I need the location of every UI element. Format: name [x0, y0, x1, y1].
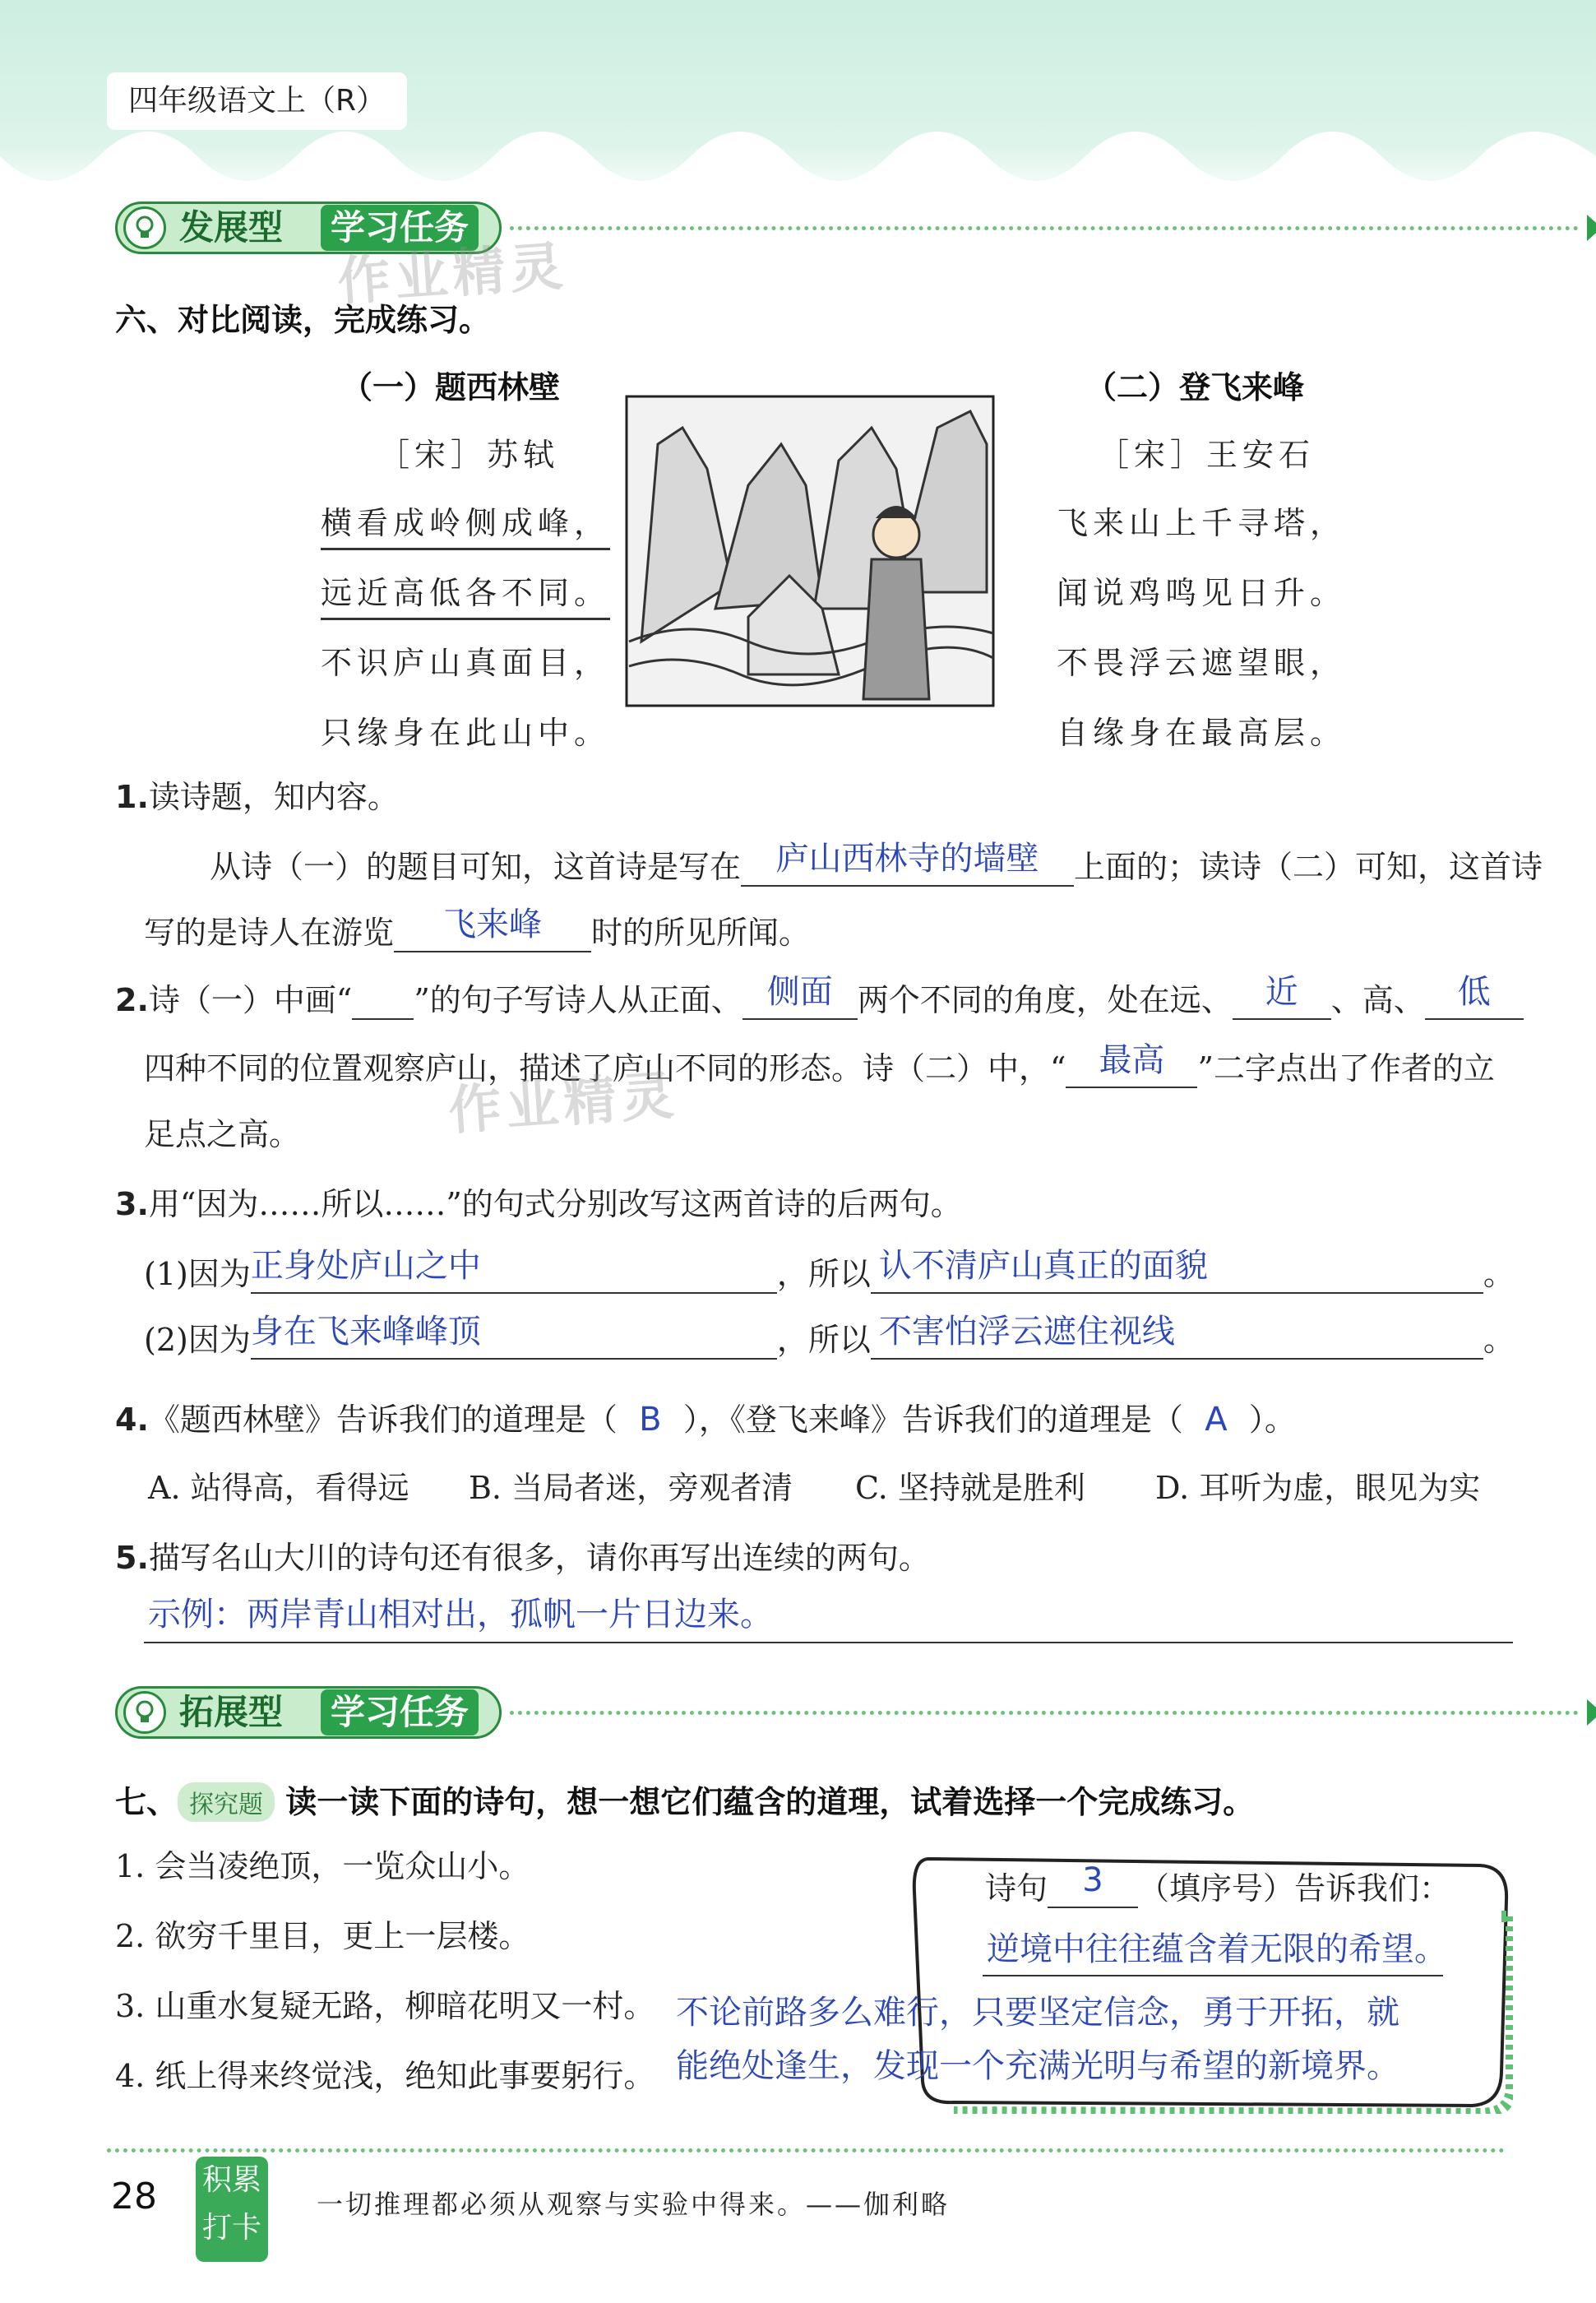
- answer-text: 认不清庐山真正的面貌: [878, 1247, 1208, 1285]
- section-title-task: 学习任务: [321, 1689, 479, 1735]
- text-segment: 、高、: [1330, 982, 1425, 1018]
- answer-text: 近: [1265, 973, 1298, 1011]
- answer-blank[interactable]: [1425, 973, 1524, 1020]
- answer-text: 不害怕浮云遮住视线: [878, 1313, 1175, 1351]
- answer-blank[interactable]: [352, 982, 414, 1020]
- header-wave-decoration: [0, 123, 1596, 214]
- book-title: 四年级语文上（R）: [107, 72, 407, 130]
- text-segment: （填序号）告诉我们：: [1138, 1870, 1451, 1907]
- question-number: 2.: [115, 982, 149, 1018]
- q6-4: [115, 1400, 1296, 1439]
- answer-blank[interactable]: [871, 1313, 1483, 1360]
- text-segment: 从诗（一）的题目可知，这首诗是写在: [210, 849, 742, 885]
- text-segment: 《题西林壁》告诉我们的道理是（: [148, 1402, 618, 1438]
- question-number: 1.: [115, 779, 149, 815]
- section-title-type: 发展型: [179, 207, 284, 248]
- text-segment: ”二字点出了作者的立: [1197, 1050, 1495, 1087]
- question-text: 读诗题，知内容。: [148, 779, 399, 815]
- section-header-extension: [115, 1686, 1513, 1739]
- card-answer-line[interactable]: [983, 1929, 1447, 1976]
- q6-3-row-1: [144, 1247, 1515, 1294]
- q6-1-line-1: [210, 840, 1543, 887]
- card-line-1: [985, 1861, 1451, 1908]
- answer-text: 侧面: [766, 973, 833, 1011]
- question-number: 4.: [115, 1402, 149, 1438]
- answer-text: 飞来峰: [443, 906, 543, 943]
- text-segment: 。: [1483, 1322, 1515, 1358]
- text-segment: ），《登飞来峰》告诉我们的道理是（: [682, 1402, 1183, 1438]
- answer-text: 示例：两岸青山相对出，孤帆一片日边来。: [148, 1596, 773, 1633]
- question-7-title: [115, 1777, 1254, 1822]
- footer-quote: 一切推理都必须从观察与实验中得来。——伽利略: [317, 2189, 951, 2220]
- answer-blank[interactable]: [1048, 1861, 1138, 1908]
- q6-1-line-2: [144, 906, 811, 952]
- text-segment: 写的是诗人在游览: [144, 915, 395, 951]
- text-segment: 七、: [115, 1784, 178, 1820]
- text-segment: 上面的；读诗（二）可知，这首诗: [1074, 849, 1543, 885]
- section-title-task: 学习任务: [321, 205, 479, 251]
- poem-1-line: 横看成岭侧成峰，: [321, 498, 610, 550]
- poem-2-author: ［宋］王安石: [1098, 437, 1316, 473]
- text-segment: 四种不同的位置观察庐山，描述了庐山不同的形态。诗（二）中，“: [144, 1050, 1066, 1087]
- q6-3-row-2: [144, 1313, 1515, 1360]
- double-arrow-icon: [1587, 211, 1596, 244]
- option-b: B. 当局者迷，旁观者清: [469, 1470, 793, 1506]
- page-number: 28: [111, 2176, 157, 2217]
- text-segment: ”的句子写诗人从正面、: [414, 982, 742, 1018]
- text-segment: 。: [1483, 1256, 1515, 1292]
- watermark: 作业精灵: [446, 1065, 681, 1142]
- lightbulb-icon: [123, 206, 166, 249]
- option-d: D. 耳听为虚，眼见为实: [1155, 1470, 1481, 1506]
- option-c: C. 坚持就是胜利: [855, 1470, 1085, 1506]
- footer-divider: [107, 2148, 1505, 2152]
- mountain-illustration: [625, 395, 995, 707]
- answer-blank[interactable]: [394, 906, 591, 952]
- question-text: 描写名山大川的诗句还有很多，请你再写出连续的两句。: [148, 1540, 930, 1576]
- q6-2-line-2: [144, 1041, 1495, 1088]
- q6-1: [115, 777, 399, 817]
- answer-line[interactable]: [144, 1587, 1513, 1643]
- answer-blank[interactable]: [250, 1247, 777, 1294]
- answer-text: 3: [1082, 1861, 1103, 1899]
- poem-2-line: 闻说鸡鸣见日升。: [1057, 575, 1347, 611]
- answer-blank[interactable]: [742, 973, 858, 1020]
- accumulate-tag: [196, 2157, 268, 2262]
- section-title-type: 拓展型: [179, 1692, 284, 1732]
- poem-1-title: （一）题西林壁: [341, 369, 561, 405]
- answer-blank[interactable]: [1233, 973, 1331, 1020]
- q6-2-line-1: [115, 973, 1524, 1020]
- question-number: 3.: [115, 1186, 149, 1222]
- text-segment: 读一读下面的诗句，想一想它们蕴含的道理，试着选择一个完成练习。: [285, 1784, 1255, 1820]
- answer-blank[interactable]: [871, 1247, 1483, 1294]
- question-number: 5.: [115, 1540, 149, 1576]
- answer-text: 最高: [1099, 1041, 1165, 1079]
- text-segment: 两个不同的角度，处在远、: [857, 982, 1233, 1018]
- inquiry-tag: 探究题: [178, 1782, 275, 1822]
- answer-text: 正身处庐山之中: [250, 1247, 481, 1285]
- poem-item: 3. 山重水复疑无路，柳暗花明又一村。: [115, 1988, 655, 2024]
- section-divider: [510, 226, 1579, 230]
- q6-2-line-3: 足点之高。: [144, 1116, 301, 1152]
- poem-item: 2. 欲穷千里目，更上一层楼。: [115, 1918, 530, 1954]
- text-segment: ，所以: [776, 1322, 871, 1358]
- answer-text: 身在飞来峰峰顶: [250, 1313, 481, 1351]
- answer-blank[interactable]: [1066, 1041, 1197, 1088]
- answer-text: B: [639, 1401, 662, 1439]
- tag-text: 积累: [201, 2163, 261, 2197]
- answer-text: 不论前路多么难行，只要坚定信念，勇于开拓，就: [676, 1994, 1399, 2032]
- poem-1-line: 远近高低各不同。: [321, 568, 610, 620]
- lightbulb-icon: [123, 1691, 166, 1734]
- text-segment: 诗（一）中画“: [148, 982, 353, 1018]
- poem-2-line: 不畏浮云遮望眼，: [1057, 645, 1347, 681]
- q6-3: [115, 1184, 962, 1224]
- answer-blank[interactable]: [250, 1313, 777, 1360]
- answer-blank[interactable]: [741, 840, 1074, 887]
- watermark: 作业精灵: [335, 236, 570, 313]
- poem-1-line: 只缘身在此山中。: [321, 715, 611, 751]
- tag-text: 打卡: [201, 2211, 261, 2245]
- poem-2-line: 自缘身在最高层。: [1057, 715, 1347, 751]
- answer-text: 低: [1457, 973, 1491, 1011]
- row-label: (2)因为: [144, 1322, 251, 1358]
- poem-2-line: 飞来山上千寻塔，: [1057, 505, 1347, 541]
- answer-text: 能绝处逢生，发现一个充满光明与希望的新境界。: [676, 2047, 1399, 2085]
- text-segment: ）。: [1248, 1402, 1296, 1438]
- double-arrow-icon: [1587, 1696, 1596, 1729]
- q6-5: [115, 1538, 930, 1578]
- poem-1-line: 不识庐山真面目，: [321, 645, 611, 681]
- text-segment: 时的所见所闻。: [591, 915, 811, 951]
- text-segment: ，所以: [776, 1256, 871, 1292]
- row-label: (1)因为: [144, 1256, 251, 1292]
- question-text: 用“因为……所以……”的句式分别改写这两首诗的后两句。: [148, 1186, 962, 1222]
- section-divider: [510, 1711, 1579, 1715]
- section-header-development: [115, 202, 1513, 254]
- answer-text: 庐山西林寺的墙壁: [775, 840, 1039, 878]
- poem-2-title: （二）登飞来峰: [1085, 369, 1305, 405]
- answer-text: A: [1205, 1401, 1228, 1439]
- poem-1-author: ［宋］苏轼: [378, 437, 560, 473]
- poem-item: 1. 会当凌绝顶，一览众山小。: [115, 1848, 530, 1884]
- question-6-title: 六、对比阅读，完成练习。: [115, 302, 491, 338]
- poem-item: 4. 纸上得来终觉浅，绝知此事要躬行。: [115, 2058, 655, 2094]
- text-segment: 诗句: [985, 1870, 1048, 1907]
- option-a: A. 站得高，看得远: [148, 1470, 409, 1506]
- answer-text: 逆境中往往蕴含着无限的希望。: [987, 1930, 1447, 1968]
